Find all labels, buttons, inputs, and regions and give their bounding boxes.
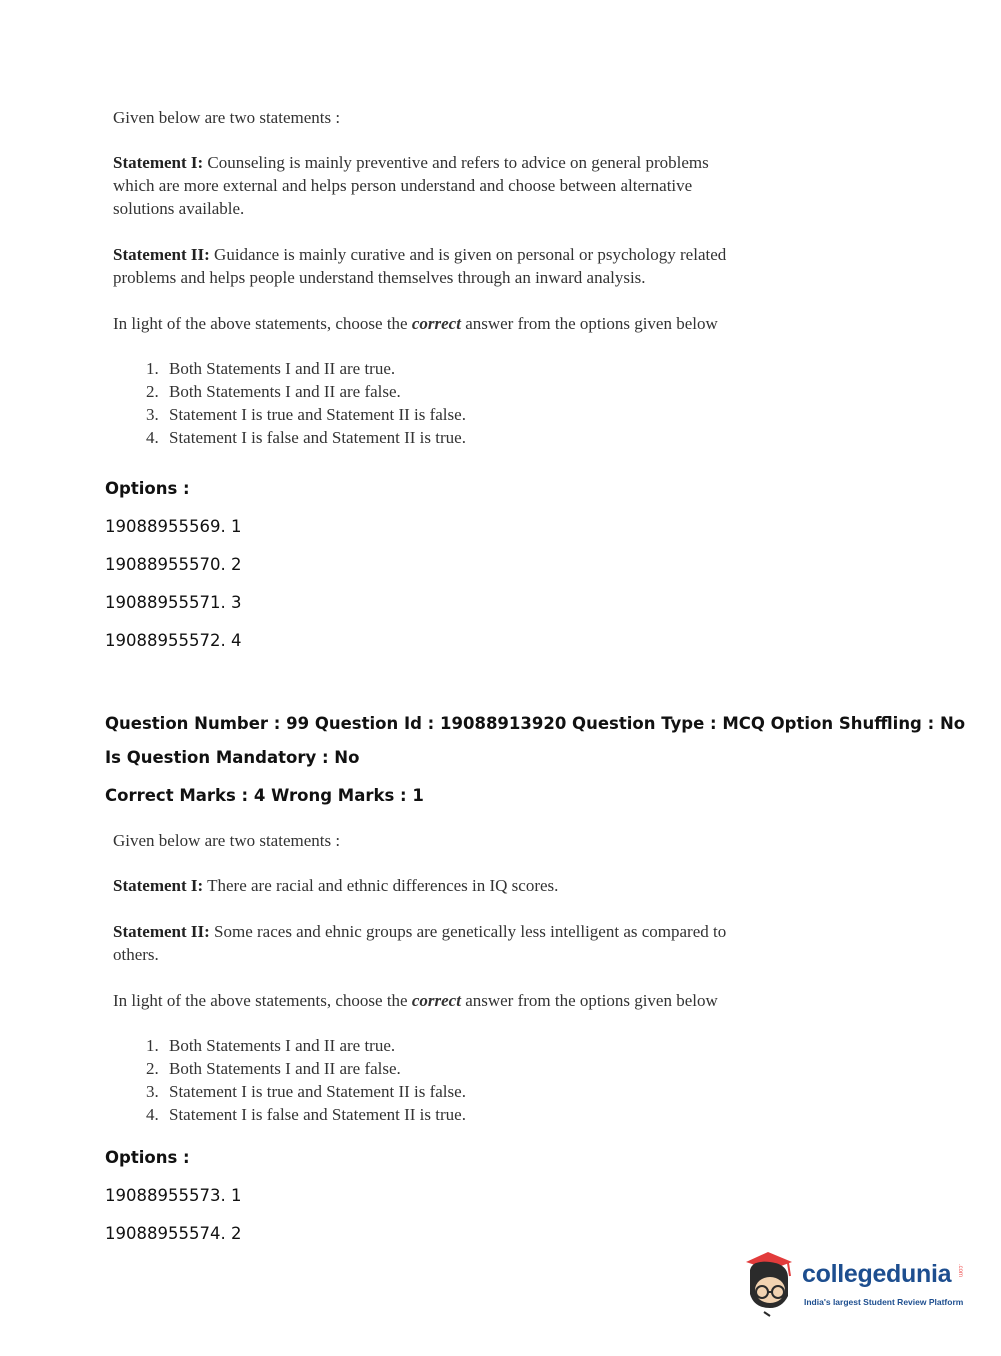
option-item: 19088955572. 4	[105, 631, 242, 650]
instruction-text: In light of the above statements, choose the correct answer from the options given below	[113, 991, 718, 1010]
statement-2: Statement II: Guidance is mainly curative and is given on personal or psychology related problems and helps people understand themselves through an inward analysis.	[113, 245, 727, 287]
option-item: 19088955573. 1	[105, 1186, 242, 1205]
choice-item: 1. Both Statements I and II are true.	[163, 1034, 753, 1057]
collegedunia-logo	[742, 1248, 972, 1318]
question-99-image	[113, 829, 753, 1126]
choice-item: 2. Both Statements I and II are false.	[163, 1057, 753, 1080]
choice-item: 4. Statement I is false and Statement II is true.	[163, 426, 753, 449]
statement-1: Statement I: Counseling is mainly preventive and refers to advice on general problems which are more external and helps person understand and choose between alternative solutions available.	[113, 153, 709, 218]
intro-text: Given below are two statements :	[113, 108, 341, 127]
choice-item: 2. Both Statements I and II are false.	[163, 380, 753, 403]
logo-tagline: India's largest Student Review Platform	[804, 1297, 964, 1307]
question-98-image	[113, 106, 753, 449]
question-header: Question Number : 99 Question Id : 19088913920 Question Type : MCQ Option Shuffling : No	[105, 714, 966, 733]
choice-item: 1. Both Statements I and II are true.	[163, 357, 753, 380]
options-label: Options :	[105, 1148, 190, 1167]
option-item: 19088955569. 1	[105, 517, 242, 536]
logo-name: collegedunia	[802, 1260, 952, 1288]
instruction-text: In light of the above statements, choose the correct answer from the options given below	[113, 314, 718, 333]
choice-item: 4. Statement I is false and Statement II is true.	[163, 1103, 753, 1126]
question-marks: Correct Marks : 4 Wrong Marks : 1	[105, 786, 424, 805]
question-mandatory: Is Question Mandatory : No	[105, 748, 360, 767]
options-label: Options :	[105, 479, 190, 498]
mascot-icon	[742, 1248, 802, 1318]
option-item: 19088955574. 2	[105, 1224, 242, 1243]
choice-item: 3. Statement I is true and Statement II is false.	[163, 1080, 753, 1103]
choice-item: 3. Statement I is true and Statement II is false.	[163, 403, 753, 426]
choice-list	[113, 1034, 753, 1126]
intro-text: Given below are two statements :	[113, 831, 341, 850]
option-item: 19088955570. 2	[105, 555, 242, 574]
logo-suffix: .com	[957, 1264, 963, 1278]
option-item: 19088955571. 3	[105, 593, 242, 612]
statement-1: Statement I: There are racial and ethnic differences in IQ scores.	[113, 876, 559, 895]
choice-list	[113, 357, 753, 449]
statement-2: Statement II: Some races and ehnic groups are genetically less intelligent as compared to others.	[113, 922, 727, 964]
